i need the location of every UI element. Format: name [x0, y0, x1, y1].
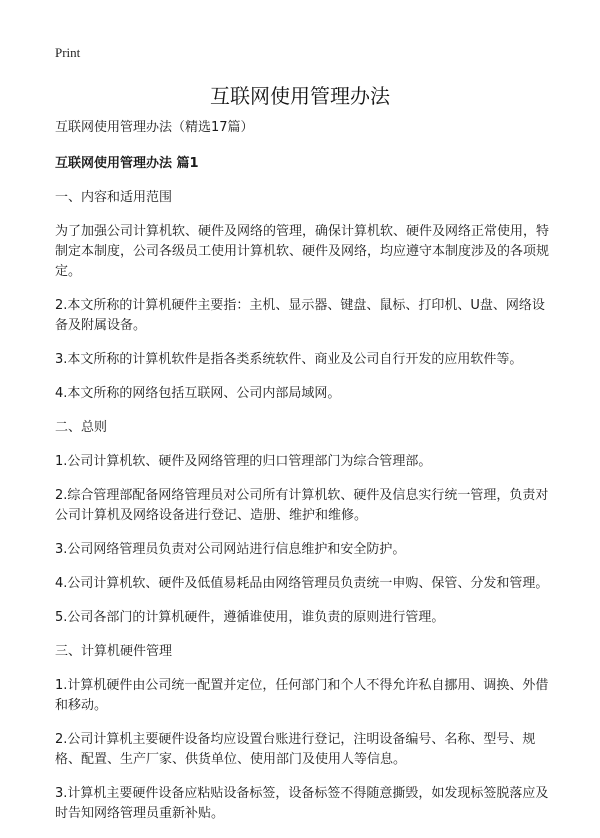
paragraph-general-5: 5.公司各部门的计算机硬件，遵循谁使用，谁负责的原则进行管理。 [55, 610, 445, 625]
document-body [55, 118, 555, 838]
section-heading: 互联网使用管理办法 篇1 [55, 156, 199, 171]
paragraph-hardware-2: 2.公司计算机主要硬件设备均应设置台账进行登记，注明设备编号、名称、型号、规格、配置、生产厂家、供货单位、使用部门及使用人等信息。 [55, 732, 536, 767]
paragraph-general-3: 3.公司网络管理员负责对公司网站进行信息维护和安全防护。 [55, 542, 406, 557]
paragraph-hardware-1: 1.计算机硬件由公司统一配置并定位，任何部门和个人不得允许私自挪用、调换、外借和移动。 [55, 678, 549, 713]
paragraph-general-1: 1.公司计算机软、硬件及网络管理的归口管理部门为综合管理部。 [55, 454, 432, 469]
heading-hardware-management: 三、计算机硬件管理 [55, 644, 173, 659]
paragraph-general-2: 2.综合管理部配备网络管理员对公司所有计算机软、硬件及信息实行统一管理，负责对公司计算机及网络设备进行登记、造册、维护和维修。 [55, 488, 549, 523]
heading-scope: 一、内容和适用范围 [55, 190, 173, 205]
page-title: 互联网使用管理办法 [210, 84, 390, 108]
print-link[interactable]: Print [55, 45, 81, 60]
paragraph-hardware-3: 3.计算机主要硬件设备应粘贴设备标签，设备标签不得随意撕毁，如发现标签脱落应及时告知网络管理员重新补贴。 [55, 786, 549, 821]
document-subtitle: 互联网使用管理办法（精选17篇） [55, 120, 254, 135]
paragraph-purpose: 为了加强公司计算机软、硬件及网络的管理，确保计算机软、硬件及网络正常使用，特制定本制度，公司各级员工使用计算机软、硬件及网络，均应遵守本制度涉及的各项规定。 [55, 224, 550, 279]
heading-general: 二、总则 [55, 420, 108, 435]
paragraph-hardware-definition: 2.本文所称的计算机硬件主要指：主机、显示器、键盘、鼠标、打印机、U盘、网络设备及附属设备。 [55, 298, 545, 333]
paragraph-software-definition: 3.本文所称的计算机软件是指各类系统软件、商业及公司自行开发的应用软件等。 [55, 352, 523, 367]
paragraph-network-definition: 4.本文所称的网络包括互联网、公司内部局域网。 [55, 386, 341, 401]
paragraph-general-4: 4.公司计算机软、硬件及低值易耗品由网络管理员负责统一申购、保管、分发和管理。 [55, 576, 549, 591]
